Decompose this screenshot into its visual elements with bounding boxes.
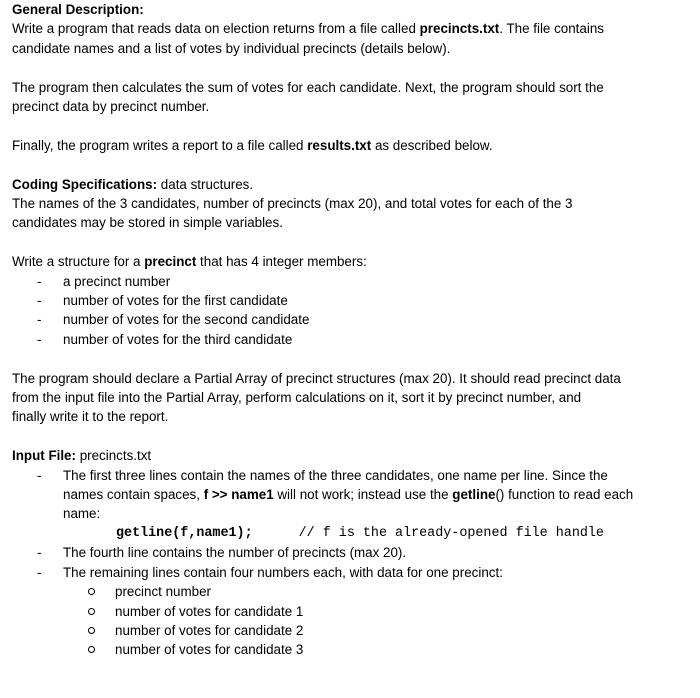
sub-list-item: number of votes for candidate 1 xyxy=(12,602,700,621)
circle-bullet-icon xyxy=(88,608,95,615)
partial-array-line-1: The program should declare a Partial Array of precinct structures (max 20). It should read precinct data xyxy=(12,370,621,386)
code-example xyxy=(12,524,700,543)
list-item-continuation: names contain spaces, f >> name1 will not work; instead use the getline() function to read each xyxy=(63,487,634,503)
circle-bullet-icon xyxy=(88,646,95,653)
list-item: - number of votes for the third candidate xyxy=(37,331,293,347)
general-paragraph-1-line-2: candidate names and a list of votes by individual precincts (details below). xyxy=(12,40,451,56)
general-heading: General Description: xyxy=(12,2,144,17)
sub-list-item: precinct number xyxy=(12,582,700,601)
code-call: getline(f,name1); xyxy=(116,525,253,541)
partial-array-line-2: from the input file into the Partial Array, perform calculations on it, sort it by precinct number, and xyxy=(12,390,582,406)
general-paragraph-2-line-2: precinct data by precinct number. xyxy=(12,99,210,115)
precincts-filename: precincts.txt xyxy=(419,21,500,37)
coding-line-2: candidates may be stored in simple variables. xyxy=(12,215,283,231)
input-heading: Input File: precincts.txt xyxy=(12,448,152,464)
partial-array-line-3: finally write it to the report. xyxy=(12,409,169,425)
coding-line-1: The names of the 3 candidates, number of precincts (max 20), and total votes for each of the 3 xyxy=(12,196,573,212)
general-paragraph-3: Finally, the program writes a report to a file called results.txt as described below. xyxy=(12,137,493,153)
list-item: - a precinct number xyxy=(37,273,171,289)
general-paragraph-2-line-1: The program then calculates the sum of votes for each candidate. Next, the program should sort the xyxy=(12,79,604,95)
results-filename: results.txt xyxy=(307,137,372,153)
list-item: - number of votes for the first candidate xyxy=(37,293,288,309)
sub-list-item: number of votes for candidate 3 xyxy=(12,640,700,659)
circle-bullet-icon xyxy=(88,588,95,595)
precinct-fields-list xyxy=(12,582,700,660)
code-comment: // f is the already-opened file handle xyxy=(298,525,604,541)
list-item: - The remaining lines contain four numbers each, with data for one precinct: xyxy=(37,564,503,580)
circle-bullet-icon xyxy=(88,627,95,634)
general-paragraph-1-line-1: Write a program that reads data on election returns from a file called precincts.txt. The file contains xyxy=(12,21,604,37)
structure-members-list xyxy=(12,272,700,350)
list-item-continuation: name: xyxy=(63,506,101,522)
list-item: - The first three lines contain the names of the three candidates, one name per line. Since the xyxy=(37,467,608,483)
structure-intro: Write a structure for a precinct that has 4 integer members: xyxy=(12,254,367,270)
list-item: - The fourth line contains the number of precincts (max 20). xyxy=(37,545,407,561)
sub-list-item: number of votes for candidate 2 xyxy=(12,621,700,640)
list-item: - number of votes for the second candidate xyxy=(37,312,310,328)
input-file-list xyxy=(12,466,700,582)
coding-heading: Coding Specifications: data structures. xyxy=(12,176,254,192)
